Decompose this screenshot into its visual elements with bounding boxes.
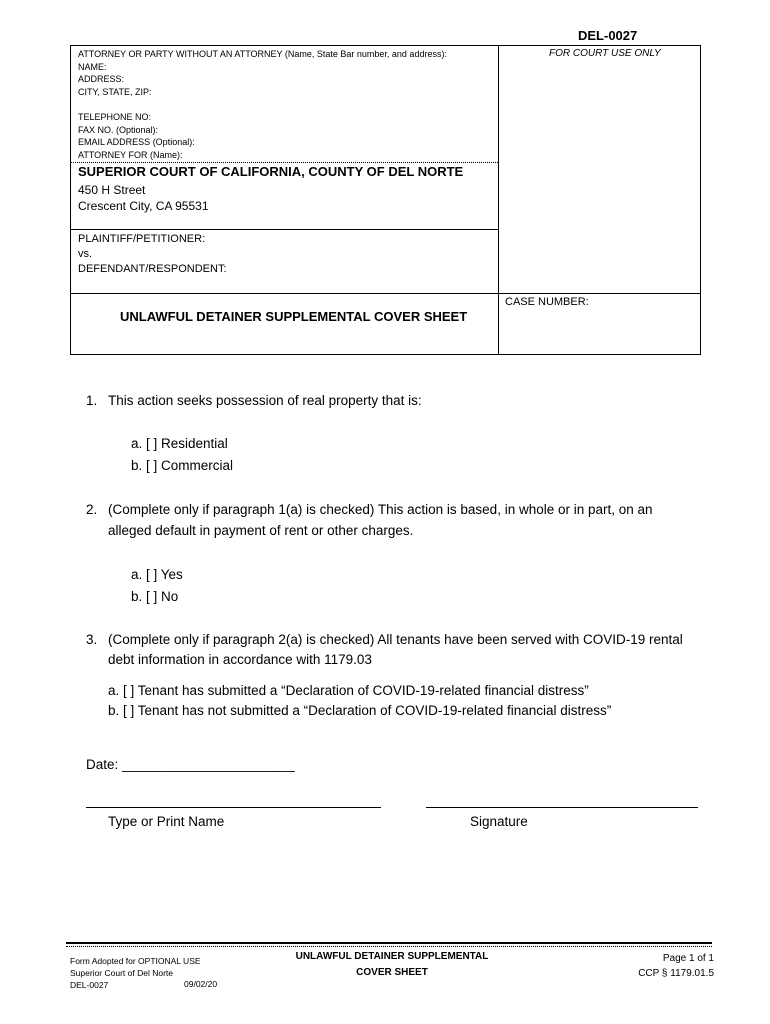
parties-block xyxy=(78,232,227,277)
page-number: Page 1 of 1 xyxy=(662,953,714,964)
print-name-line[interactable] xyxy=(86,807,381,808)
footer-left xyxy=(70,955,201,991)
item3-text-line1: (Complete only if paragraph 2(a) is checked) All tenants have been served with COVID-19 rental xyxy=(108,632,683,647)
attorney-header: ATTORNEY OR PARTY WITHOUT AN ATTORNEY (Name, State Bar number, and address): xyxy=(78,49,447,59)
caption-divider xyxy=(498,45,499,355)
footer-rule-dotted xyxy=(66,946,712,947)
item3-number: 3. xyxy=(86,632,98,647)
item3a-submitted-checkbox[interactable]: a. [ ] Tenant has submitted a “Declaration of COVID-19-related financial distress” xyxy=(108,683,589,698)
attorney-email-field[interactable]: EMAIL ADDRESS (Optional): xyxy=(78,137,195,148)
item2-number: 2. xyxy=(86,502,98,517)
attorney-address-field[interactable]: ADDRESS: xyxy=(78,74,125,85)
defendant-field[interactable]: DEFENDANT/RESPONDENT: xyxy=(78,263,227,275)
attorney-telephone-field[interactable]: TELEPHONE NO: xyxy=(78,111,152,122)
versus-label: vs. xyxy=(78,248,93,260)
signature-line[interactable] xyxy=(426,807,698,808)
item1b-commercial-checkbox[interactable]: b. [ ] Commercial xyxy=(131,458,234,473)
item2-text-line2: alleged default in payment of rent or other charges. xyxy=(108,523,414,538)
court-city: Crescent City, CA 95531 xyxy=(78,199,209,213)
footer-form-id: DEL-0027 xyxy=(70,980,109,990)
item2a-yes-checkbox[interactable]: a. [ ] Yes xyxy=(131,567,183,582)
footer-title xyxy=(290,949,494,981)
court-use-label: FOR COURT USE ONLY xyxy=(549,48,661,59)
item1-number: 1. xyxy=(86,393,98,408)
print-name-label: Type or Print Name xyxy=(108,814,225,829)
item3b-not-submitted-checkbox[interactable]: b. [ ] Tenant has not submitted a “Declaration of COVID-19-related financial distress” xyxy=(108,703,612,718)
court-name: SUPERIOR COURT OF CALIFORNIA, COUNTY OF DEL NORTE xyxy=(78,164,464,179)
date-field[interactable]: Date: _______________________ xyxy=(86,757,295,772)
attorney-divider xyxy=(70,162,498,163)
footer-title-line2: COVER SHEET xyxy=(356,967,428,978)
attorney-for-field[interactable]: ATTORNEY FOR (Name): xyxy=(78,149,183,160)
footer-title-line1: UNLAWFUL DETAINER SUPPLEMENTAL xyxy=(295,951,489,962)
attorney-block xyxy=(78,48,447,161)
footer-date: 09/02/20 xyxy=(184,979,218,989)
attorney-name-field[interactable]: NAME: xyxy=(78,61,107,72)
item1-text: This action seeks possession of real property that is: xyxy=(108,393,422,408)
footer-rule xyxy=(66,942,712,944)
footer-adopted: Form Adopted for OPTIONAL USE xyxy=(70,956,201,966)
court-street: 450 H Street xyxy=(78,183,146,197)
form-title: UNLAWFUL DETAINER SUPPLEMENTAL COVER SHEET xyxy=(120,309,468,324)
footer-right xyxy=(590,951,714,981)
attorney-city-field[interactable]: CITY, STATE, ZIP: xyxy=(78,86,152,97)
court-divider xyxy=(70,229,498,230)
code-citation: CCP § 1179.01.5 xyxy=(638,968,714,979)
attorney-fax-field[interactable]: FAX NO. (Optional): xyxy=(78,124,159,135)
item2b-no-checkbox[interactable]: b. [ ] No xyxy=(131,589,179,604)
item1a-residential-checkbox[interactable]: a. [ ] Residential xyxy=(131,436,228,451)
item3-text-line2: debt information in accordance with 1179.03 xyxy=(108,652,372,667)
footer-court: Superior Court of Del Norte xyxy=(70,968,173,978)
plaintiff-field[interactable]: PLAINTIFF/PETITIONER: xyxy=(78,233,206,245)
form-number: DEL-0027 xyxy=(578,28,638,43)
title-divider xyxy=(70,293,701,294)
signature-label: Signature xyxy=(470,814,528,829)
item2-text-line1: (Complete only if paragraph 1(a) is checked) This action is based, in whole or in part, on an xyxy=(108,502,653,517)
case-number-field[interactable]: CASE NUMBER: xyxy=(505,296,589,308)
